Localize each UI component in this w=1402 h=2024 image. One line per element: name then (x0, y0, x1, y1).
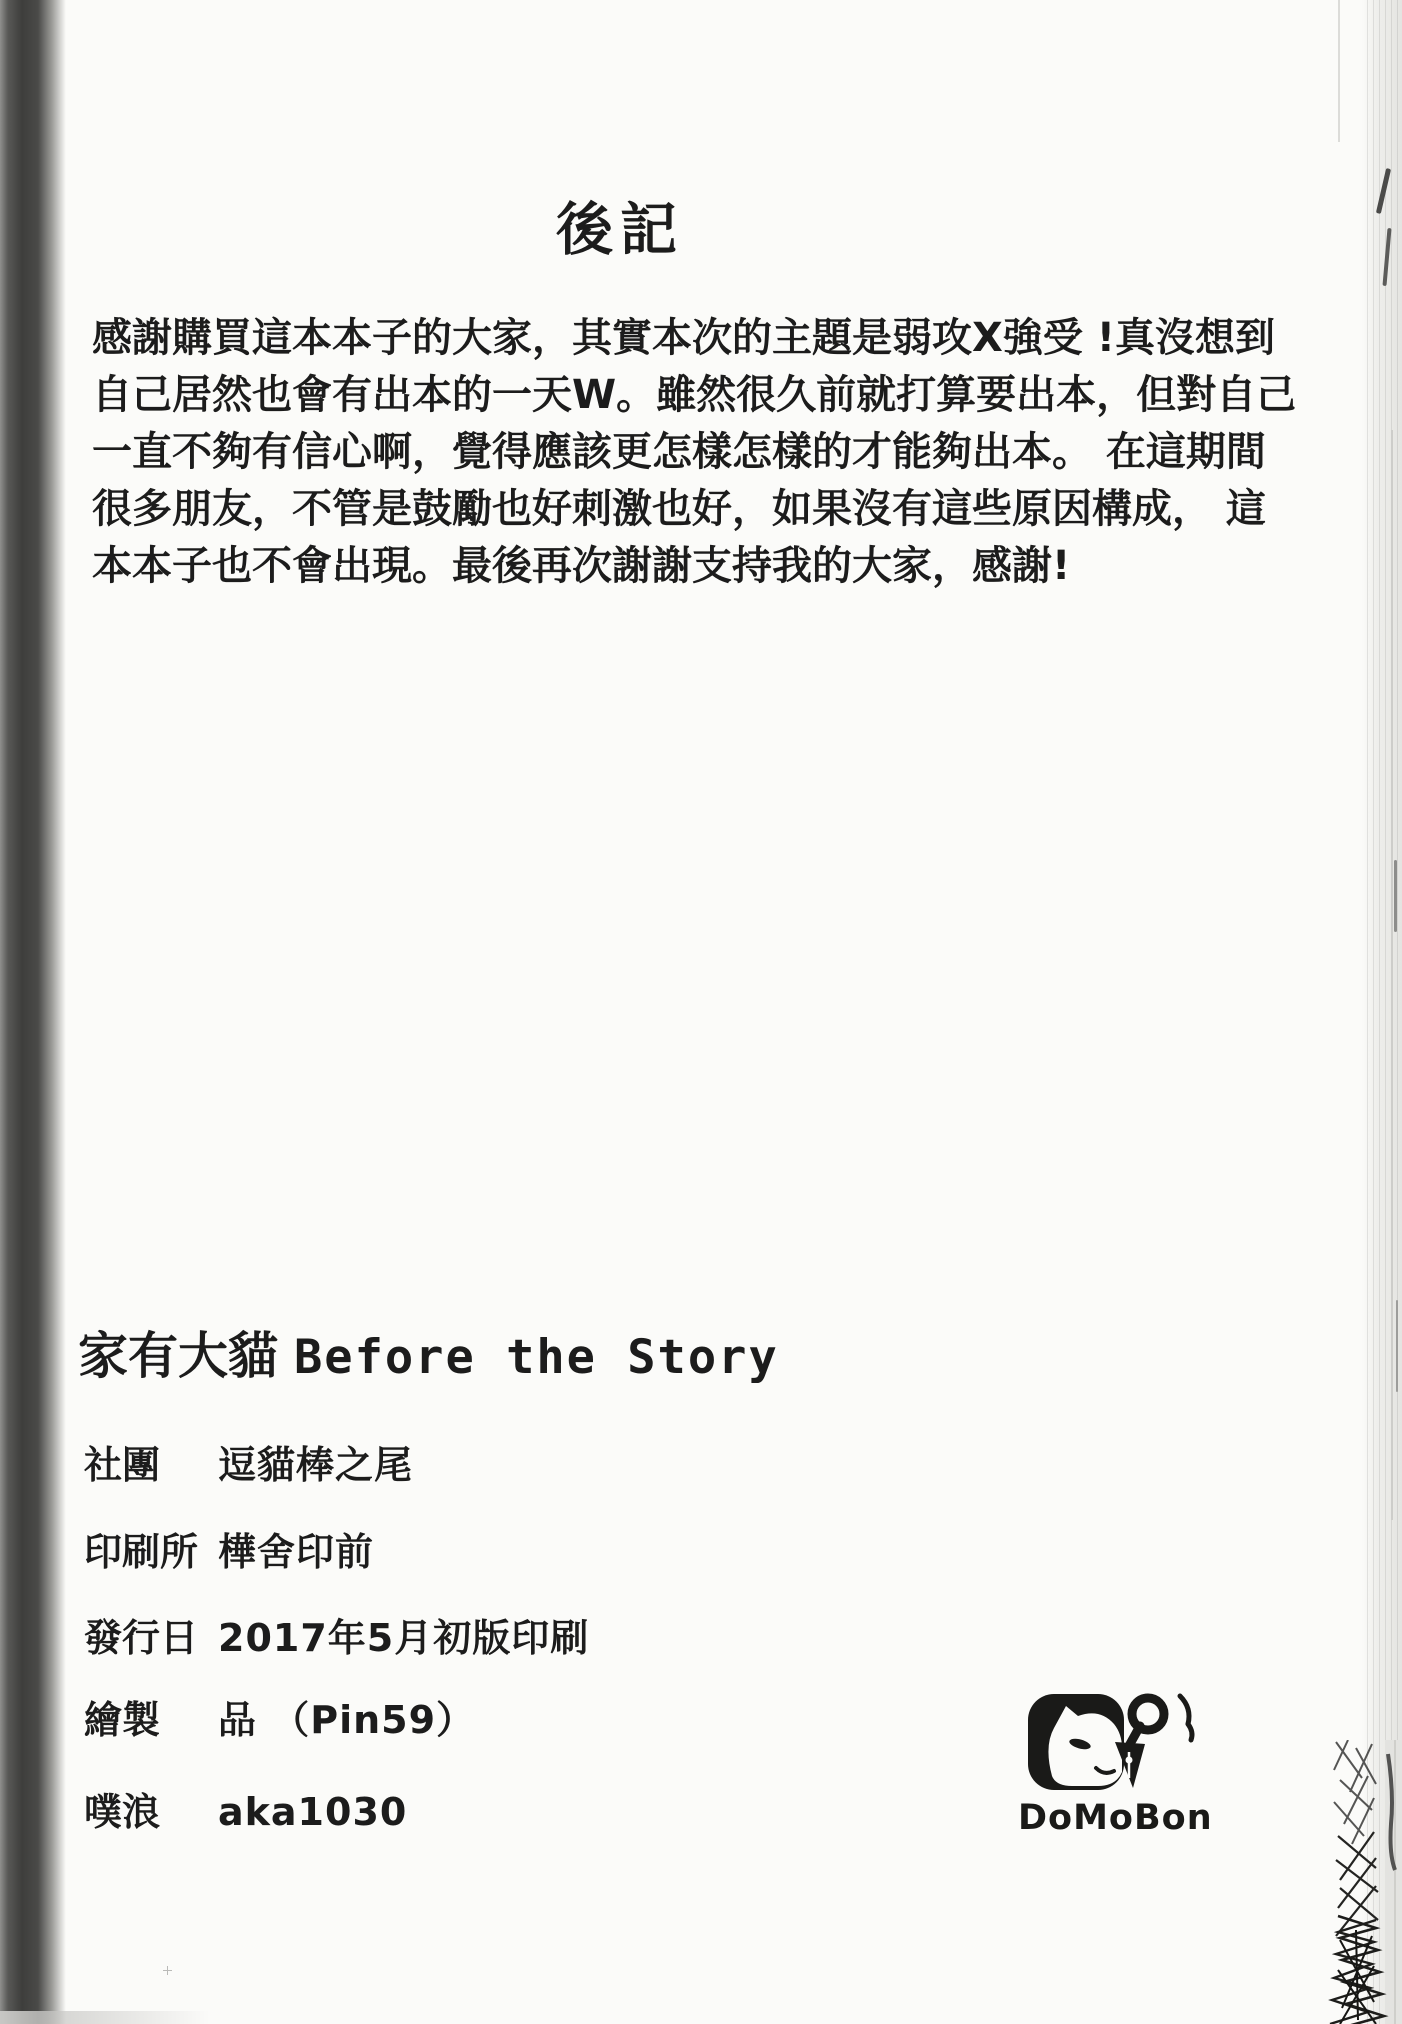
colophon-row-circle (84, 1444, 589, 1486)
colophon-label: 印刷所 (84, 1530, 199, 1574)
colophon-value: aka1030 (218, 1790, 408, 1834)
colophon-row-artist (84, 1699, 589, 1741)
colophon-value: 2017年5月初版印刷 (218, 1616, 590, 1660)
colophon-row-printer (84, 1531, 589, 1573)
afterword-line: 很多朋友，不管是鼓勵也好刺激也好，如果沒有這些原因構成， 這 (92, 486, 1266, 532)
afterword-title: 後記 (556, 197, 684, 263)
colophon-row-issue-date (84, 1617, 589, 1659)
scan-edge-streaks (1362, 0, 1402, 2024)
book-title-cjk: 家有大貓 (78, 1327, 278, 1385)
colophon-label: 發行日 (84, 1616, 199, 1660)
afterword-line: 自己居然也會有出本的一天W。雖然很久前就打算要出本，但對自己 (92, 372, 1297, 418)
scan-mark (1382, 228, 1391, 286)
registration-mark (163, 1966, 172, 1975)
colophon-value: 樺舍印前 (218, 1530, 375, 1574)
colophon-label: 社團 (84, 1443, 161, 1487)
scan-gutter-line (1338, 0, 1340, 142)
logo-wordmark: DoMoBon (1018, 1798, 1213, 1838)
scan-mark (1376, 168, 1391, 214)
colophon-value: 逗貓棒之尾 (218, 1443, 414, 1487)
colophon-label: 噗浪 (84, 1790, 161, 1834)
book-title-latin: Before the Story (294, 1330, 779, 1385)
colophon-label: 繪製 (84, 1698, 161, 1742)
scan-edge-right-band (1362, 0, 1402, 2024)
afterword-line: 一直不夠有信心啊，覺得應該更怎樣怎樣的才能夠出本。 在這期間 (92, 429, 1266, 475)
afterword-paragraph (92, 310, 1297, 595)
colophon-list (84, 1444, 589, 1833)
colophon-value: 品 （Pin59） (218, 1698, 476, 1742)
scan-scratch-line (1391, 430, 1393, 1520)
book-title (78, 1316, 779, 1388)
scan-mark (1394, 860, 1397, 932)
scan-mark (1396, 1300, 1398, 1392)
cat-with-pen-icon (1028, 1694, 1192, 1790)
afterword-line: 感謝購買這本本子的大家，其實本次的主題是弱攻X強受 !真沒想到 (92, 315, 1276, 361)
domobon-logo (1012, 1686, 1272, 1838)
afterword-line: 本本子也不會出現。最後再次謝謝支持我的大家，感謝! (92, 543, 1071, 589)
scan-noise-scribbles (1328, 1740, 1402, 2024)
scan-edge-left-shadow (0, 0, 66, 2024)
colophon-row-plurk (84, 1791, 589, 1833)
